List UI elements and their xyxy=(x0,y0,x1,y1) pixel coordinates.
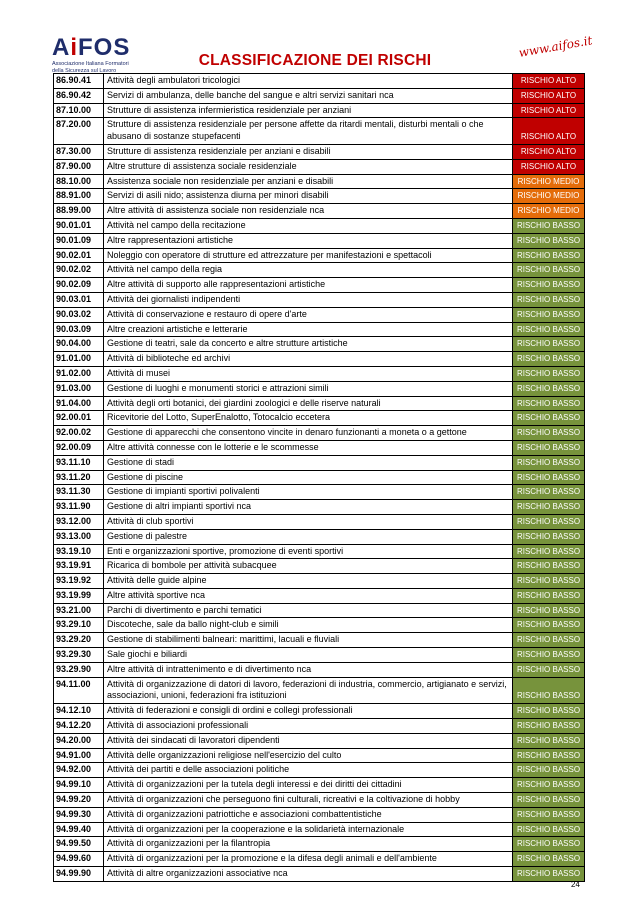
risk-level-badge xyxy=(513,678,584,704)
table-row xyxy=(54,678,584,705)
activity-description: Altre attività sportive nca xyxy=(104,589,513,603)
activity-description: Attività nel campo della recitazione xyxy=(104,219,513,233)
table-row xyxy=(54,411,584,426)
activity-description: Gestione di stabilimenti balneari: marittimi, lacuali e fluviali xyxy=(104,633,513,647)
ateco-code: 88.99.00 xyxy=(54,204,104,218)
ateco-code: 87.10.00 xyxy=(54,104,104,118)
risk-level-label: RISCHIO BASSO xyxy=(516,354,581,364)
activity-description: Altre attività connesse con le lotterie e le scommesse xyxy=(104,441,513,455)
activity-description: Assistenza sociale non residenziale per anziani e disabili xyxy=(104,175,513,189)
risk-level-badge xyxy=(513,204,584,218)
table-row xyxy=(54,559,584,574)
page-title: CLASSIFICAZIONE DEI RISCHI xyxy=(198,52,432,69)
table-row xyxy=(54,219,584,234)
risk-level-label: RISCHIO BASSO xyxy=(516,635,581,645)
table-row xyxy=(54,456,584,471)
risk-level-label: RISCHIO BASSO xyxy=(516,750,581,760)
activity-description: Strutture di assistenza residenziale per anziani e disabili xyxy=(104,145,513,159)
risk-level-badge xyxy=(513,382,584,396)
risk-level-badge xyxy=(513,633,584,647)
ateco-code: 90.03.02 xyxy=(54,308,104,322)
table-row xyxy=(54,633,584,648)
ateco-code: 86.90.41 xyxy=(54,74,104,88)
table-row xyxy=(54,204,584,219)
table-row xyxy=(54,823,584,838)
table-row xyxy=(54,618,584,633)
risk-level-badge xyxy=(513,704,584,718)
risk-level-label: RISCHIO BASSO xyxy=(516,413,581,423)
risk-level-badge xyxy=(513,89,584,103)
risk-level-badge xyxy=(513,763,584,777)
activity-description: Attività degli orti botanici, dei giardini zoologici e delle riserve naturali xyxy=(104,397,513,411)
activity-description: Servizi di ambulanza, delle banche del sangue e altri servizi sanitari nca xyxy=(104,89,513,103)
risk-level-label: RISCHIO BASSO xyxy=(516,809,581,819)
activity-description: Gestione di impianti sportivi polivalenti xyxy=(104,485,513,499)
table-row xyxy=(54,763,584,778)
activity-description: Attività di organizzazioni che perseguono fini culturali, ricreativi e la coltivazione di hobby xyxy=(104,793,513,807)
risk-level-label: RISCHIO BASSO xyxy=(516,780,581,790)
risk-level-label: RISCHIO MEDIO xyxy=(517,176,580,186)
table-row xyxy=(54,175,584,190)
table-row xyxy=(54,867,584,881)
risk-level-label: RISCHIO ALTO xyxy=(520,132,577,142)
ateco-code: 91.01.00 xyxy=(54,352,104,366)
ateco-code: 92.00.02 xyxy=(54,426,104,440)
table-row xyxy=(54,234,584,249)
risk-level-badge xyxy=(513,559,584,573)
activity-description: Enti e organizzazioni sportive, promozione di eventi sportivi xyxy=(104,545,513,559)
table-row xyxy=(54,426,584,441)
risk-level-label: RISCHIO BASSO xyxy=(516,309,581,319)
activity-description: Discoteche, sale da ballo night-club e simili xyxy=(104,618,513,632)
ateco-code: 94.12.10 xyxy=(54,704,104,718)
risk-level-badge xyxy=(513,397,584,411)
ateco-code: 94.91.00 xyxy=(54,749,104,763)
activity-description: Strutture di assistenza residenziale per persone affette da ritardi mentali, disturbi mentali o che abusano di sostanze stupefacenti xyxy=(104,118,513,144)
risk-level-label: RISCHIO BASSO xyxy=(516,605,581,615)
risk-level-label: RISCHIO ALTO xyxy=(520,105,577,115)
table-row xyxy=(54,352,584,367)
logo-subtitle-1: Associazione Italiana Formatori xyxy=(52,61,129,67)
risk-level-badge xyxy=(513,589,584,603)
activity-description: Attività dei sindacati di lavoratori dipendenti xyxy=(104,734,513,748)
activity-description: Strutture di assistenza infermieristica residenziale per anziani xyxy=(104,104,513,118)
table-row xyxy=(54,719,584,734)
ateco-code: 93.13.00 xyxy=(54,530,104,544)
ateco-code: 94.11.00 xyxy=(54,678,104,704)
table-row xyxy=(54,367,584,382)
table-row xyxy=(54,778,584,793)
ateco-code: 90.02.01 xyxy=(54,249,104,263)
activity-description: Attività dei giornalisti indipendenti xyxy=(104,293,513,307)
table-row xyxy=(54,382,584,397)
ateco-code: 94.99.90 xyxy=(54,867,104,881)
activity-description: Gestione di stadi xyxy=(104,456,513,470)
activity-description: Attività di biblioteche ed archivi xyxy=(104,352,513,366)
table-row xyxy=(54,89,584,104)
table-row xyxy=(54,441,584,456)
table-row xyxy=(54,160,584,175)
activity-description: Altre attività di supporto alle rappresentazioni artistiche xyxy=(104,278,513,292)
table-row xyxy=(54,663,584,678)
ateco-code: 91.03.00 xyxy=(54,382,104,396)
table-row xyxy=(54,530,584,545)
ateco-code: 94.99.60 xyxy=(54,852,104,866)
risk-level-label: RISCHIO ALTO xyxy=(520,90,577,100)
activity-description: Attività delle organizzazioni religiose nell'esercizio del culto xyxy=(104,749,513,763)
risk-level-badge xyxy=(513,367,584,381)
activity-description: Attività di organizzazioni per la cooperazione e la solidarietà internazionale xyxy=(104,823,513,837)
risk-level-label: RISCHIO MEDIO xyxy=(517,191,580,201)
activity-description: Attività di organizzazione di datori di lavoro, federazioni di industria, commercio, artigianato e servizi, associazioni, unioni, federazioni fra istituzioni xyxy=(104,678,513,704)
risk-level-label: RISCHIO BASSO xyxy=(516,368,581,378)
risk-level-label: RISCHIO BASSO xyxy=(516,250,581,260)
risk-level-label: RISCHIO ALTO xyxy=(520,146,577,156)
ateco-code: 90.01.09 xyxy=(54,234,104,248)
risk-level-badge xyxy=(513,867,584,881)
risk-level-badge xyxy=(513,808,584,822)
ateco-code: 93.11.90 xyxy=(54,500,104,514)
risk-level-badge xyxy=(513,278,584,292)
risk-level-label: RISCHIO BASSO xyxy=(516,765,581,775)
table-row xyxy=(54,515,584,530)
risk-level-badge xyxy=(513,852,584,866)
ateco-code: 92.00.09 xyxy=(54,441,104,455)
risk-level-label: RISCHIO BASSO xyxy=(516,576,581,586)
risk-level-label: RISCHIO ALTO xyxy=(520,76,577,85)
activity-description: Attività degli ambulatori tricologici xyxy=(104,74,513,88)
activity-description: Altre creazioni artistiche e letterarie xyxy=(104,323,513,337)
risk-level-badge xyxy=(513,293,584,307)
risk-level-badge xyxy=(513,778,584,792)
risk-level-label: RISCHIO BASSO xyxy=(516,735,581,745)
ateco-code: 93.11.20 xyxy=(54,471,104,485)
ateco-code: 93.11.10 xyxy=(54,456,104,470)
table-row xyxy=(54,704,584,719)
risk-level-badge xyxy=(513,719,584,733)
risk-level-badge xyxy=(513,793,584,807)
risk-level-badge xyxy=(513,175,584,189)
activity-description: Gestione di palestre xyxy=(104,530,513,544)
risk-level-label: RISCHIO BASSO xyxy=(516,691,581,701)
table-row xyxy=(54,734,584,749)
risk-level-label: RISCHIO BASSO xyxy=(516,398,581,408)
table-row xyxy=(54,323,584,338)
ateco-code: 94.99.30 xyxy=(54,808,104,822)
risk-level-badge xyxy=(513,263,584,277)
activity-description: Sale giochi e biliardi xyxy=(104,648,513,662)
ateco-code: 93.19.92 xyxy=(54,574,104,588)
page-header xyxy=(0,0,638,75)
ateco-code: 93.21.00 xyxy=(54,604,104,618)
activity-description: Attività di altre organizzazioni associative nca xyxy=(104,867,513,881)
activity-description: Servizi di asili nido; assistenza diurna per minori disabili xyxy=(104,189,513,203)
logo-text: AiFOS xyxy=(52,34,131,61)
table-row xyxy=(54,837,584,852)
risk-level-badge xyxy=(513,456,584,470)
website-watermark: www.aifos.it xyxy=(517,33,594,60)
risk-level-badge xyxy=(513,604,584,618)
table-row xyxy=(54,278,584,293)
risk-level-badge xyxy=(513,104,584,118)
table-row xyxy=(54,648,584,663)
table-row xyxy=(54,337,584,352)
table-row xyxy=(54,104,584,119)
risk-level-badge xyxy=(513,823,584,837)
activity-description: Gestione di altri impianti sportivi nca xyxy=(104,500,513,514)
risk-level-label: RISCHIO BASSO xyxy=(516,324,581,334)
ateco-code: 93.19.10 xyxy=(54,545,104,559)
risk-level-label: RISCHIO BASSO xyxy=(516,383,581,393)
ateco-code: 90.01.01 xyxy=(54,219,104,233)
risk-level-label: RISCHIO BASSO xyxy=(516,516,581,526)
risk-level-badge xyxy=(513,515,584,529)
risk-level-badge xyxy=(513,530,584,544)
risk-level-label: RISCHIO BASSO xyxy=(516,531,581,541)
risk-level-label: RISCHIO MEDIO xyxy=(517,206,580,216)
risk-level-label: RISCHIO BASSO xyxy=(516,721,581,731)
aifos-logo xyxy=(52,36,147,74)
ateco-code: 94.20.00 xyxy=(54,734,104,748)
ateco-code: 87.30.00 xyxy=(54,145,104,159)
risk-level-label: RISCHIO BASSO xyxy=(516,442,581,452)
activity-description: Gestione di piscine xyxy=(104,471,513,485)
activity-description: Attività delle guide alpine xyxy=(104,574,513,588)
risk-level-badge xyxy=(513,337,584,351)
risk-level-label: RISCHIO BASSO xyxy=(516,590,581,600)
ateco-code: 86.90.42 xyxy=(54,89,104,103)
activity-description: Attività di organizzazioni per la filantropia xyxy=(104,837,513,851)
activity-description: Ricarica di bombole per attività subacquee xyxy=(104,559,513,573)
table-row xyxy=(54,749,584,764)
risk-level-label: RISCHIO BASSO xyxy=(516,265,581,275)
table-row xyxy=(54,793,584,808)
ateco-code: 90.04.00 xyxy=(54,337,104,351)
risk-level-label: RISCHIO BASSO xyxy=(516,869,581,879)
risk-level-badge xyxy=(513,234,584,248)
risk-level-badge xyxy=(513,352,584,366)
risk-level-label: RISCHIO BASSO xyxy=(516,824,581,834)
table-row xyxy=(54,545,584,560)
table-row xyxy=(54,145,584,160)
activity-description: Attività nel campo della regia xyxy=(104,263,513,277)
table-row xyxy=(54,249,584,264)
activity-description: Attività di federazioni e consigli di ordini e collegi professionali xyxy=(104,704,513,718)
activity-description: Attività di organizzazioni per la tutela degli interessi e dei diritti dei cittadini xyxy=(104,778,513,792)
risk-level-badge xyxy=(513,426,584,440)
risk-level-badge xyxy=(513,160,584,174)
risk-level-label: RISCHIO BASSO xyxy=(516,457,581,467)
risk-level-badge xyxy=(513,411,584,425)
risk-level-label: RISCHIO BASSO xyxy=(516,650,581,660)
risk-level-badge xyxy=(513,145,584,159)
activity-description: Altre attività di assistenza sociale non residenziale nca xyxy=(104,204,513,218)
table-row xyxy=(54,852,584,867)
activity-description: Attività di organizzazioni per la promozione e la difesa degli animali e dell'ambiente xyxy=(104,852,513,866)
ateco-code: 90.03.09 xyxy=(54,323,104,337)
risk-level-badge xyxy=(513,441,584,455)
risk-level-badge xyxy=(513,648,584,662)
table-row xyxy=(54,308,584,323)
risk-level-badge xyxy=(513,118,584,144)
risk-classification-table xyxy=(53,73,585,882)
activity-description: Attività di club sportivi xyxy=(104,515,513,529)
table-row xyxy=(54,74,584,89)
risk-level-badge xyxy=(513,249,584,263)
risk-level-label: RISCHIO BASSO xyxy=(516,428,581,438)
table-row xyxy=(54,263,584,278)
table-row xyxy=(54,293,584,308)
ateco-code: 90.02.02 xyxy=(54,263,104,277)
table-row xyxy=(54,471,584,486)
ateco-code: 93.19.99 xyxy=(54,589,104,603)
risk-level-badge xyxy=(513,734,584,748)
risk-level-label: RISCHIO BASSO xyxy=(516,294,581,304)
risk-level-label: RISCHIO BASSO xyxy=(516,235,581,245)
activity-description: Altre attività di intrattenimento e di divertimento nca xyxy=(104,663,513,677)
ateco-code: 88.10.00 xyxy=(54,175,104,189)
risk-level-label: RISCHIO BASSO xyxy=(516,502,581,512)
table-row xyxy=(54,500,584,515)
risk-level-label: RISCHIO ALTO xyxy=(520,161,577,171)
ateco-code: 87.20.00 xyxy=(54,118,104,144)
table-row xyxy=(54,397,584,412)
risk-level-badge xyxy=(513,618,584,632)
risk-level-label: RISCHIO BASSO xyxy=(516,664,581,674)
risk-level-badge xyxy=(513,545,584,559)
ateco-code: 87.90.00 xyxy=(54,160,104,174)
risk-level-badge xyxy=(513,189,584,203)
activity-description: Attività di conservazione e restauro di opere d'arte xyxy=(104,308,513,322)
risk-level-label: RISCHIO BASSO xyxy=(516,280,581,290)
activity-description: Parchi di divertimento e parchi tematici xyxy=(104,604,513,618)
risk-level-label: RISCHIO BASSO xyxy=(516,561,581,571)
activity-description: Altre rappresentazioni artistiche xyxy=(104,234,513,248)
ateco-code: 93.29.20 xyxy=(54,633,104,647)
activity-description: Gestione di luoghi e monumenti storici e attrazioni simili xyxy=(104,382,513,396)
activity-description: Ricevitorie del Lotto, SuperEnalotto, Totocalcio eccetera xyxy=(104,411,513,425)
activity-description: Attività di associazioni professionali xyxy=(104,719,513,733)
ateco-code: 91.04.00 xyxy=(54,397,104,411)
risk-level-badge xyxy=(513,663,584,677)
risk-level-label: RISCHIO BASSO xyxy=(516,620,581,630)
ateco-code: 94.99.40 xyxy=(54,823,104,837)
ateco-code: 93.29.10 xyxy=(54,618,104,632)
activity-description: Attività di musei xyxy=(104,367,513,381)
risk-level-badge xyxy=(513,837,584,851)
risk-level-label: RISCHIO BASSO xyxy=(516,339,581,349)
ateco-code: 93.29.90 xyxy=(54,663,104,677)
table-row xyxy=(54,118,584,145)
risk-level-label: RISCHIO BASSO xyxy=(516,487,581,497)
risk-level-badge xyxy=(513,74,584,88)
risk-level-badge xyxy=(513,219,584,233)
logo-subtitle-2: della Sicurezza sul Lavoro xyxy=(52,68,117,74)
activity-description: Gestione di teatri, sale da concerto e altre strutture artistiche xyxy=(104,337,513,351)
activity-description: Altre strutture di assistenza sociale residenziale xyxy=(104,160,513,174)
table-row xyxy=(54,485,584,500)
table-row xyxy=(54,574,584,589)
ateco-code: 94.99.50 xyxy=(54,837,104,851)
page-number: 24 xyxy=(571,880,580,889)
activity-description: Noleggio con operatore di strutture ed attrezzature per manifestazioni e spettacoli xyxy=(104,249,513,263)
table-row xyxy=(54,604,584,619)
activity-description: Attività di organizzazioni patriottiche e associazioni combattentistiche xyxy=(104,808,513,822)
ateco-code: 94.99.20 xyxy=(54,793,104,807)
risk-level-label: RISCHIO BASSO xyxy=(516,795,581,805)
activity-description: Gestione di apparecchi che consentono vincite in denaro funzionanti a moneta o a gettone xyxy=(104,426,513,440)
ateco-code: 92.00.01 xyxy=(54,411,104,425)
risk-level-label: RISCHIO BASSO xyxy=(516,854,581,864)
risk-level-label: RISCHIO BASSO xyxy=(516,546,581,556)
ateco-code: 93.11.30 xyxy=(54,485,104,499)
risk-level-badge xyxy=(513,749,584,763)
risk-level-badge xyxy=(513,500,584,514)
table-row xyxy=(54,189,584,204)
risk-level-badge xyxy=(513,574,584,588)
risk-level-label: RISCHIO BASSO xyxy=(516,472,581,482)
ateco-code: 93.12.00 xyxy=(54,515,104,529)
table-row xyxy=(54,589,584,604)
ateco-code: 90.02.09 xyxy=(54,278,104,292)
ateco-code: 91.02.00 xyxy=(54,367,104,381)
risk-level-label: RISCHIO BASSO xyxy=(516,220,581,230)
risk-level-badge xyxy=(513,308,584,322)
ateco-code: 90.03.01 xyxy=(54,293,104,307)
ateco-code: 94.92.00 xyxy=(54,763,104,777)
risk-level-badge xyxy=(513,471,584,485)
ateco-code: 94.12.20 xyxy=(54,719,104,733)
risk-level-badge xyxy=(513,485,584,499)
risk-level-badge xyxy=(513,323,584,337)
ateco-code: 93.19.91 xyxy=(54,559,104,573)
risk-level-label: RISCHIO BASSO xyxy=(516,839,581,849)
ateco-code: 94.99.10 xyxy=(54,778,104,792)
table-row xyxy=(54,808,584,823)
activity-description: Attività dei partiti e delle associazioni politiche xyxy=(104,763,513,777)
risk-level-label: RISCHIO BASSO xyxy=(516,706,581,716)
ateco-code: 93.29.30 xyxy=(54,648,104,662)
ateco-code: 88.91.00 xyxy=(54,189,104,203)
